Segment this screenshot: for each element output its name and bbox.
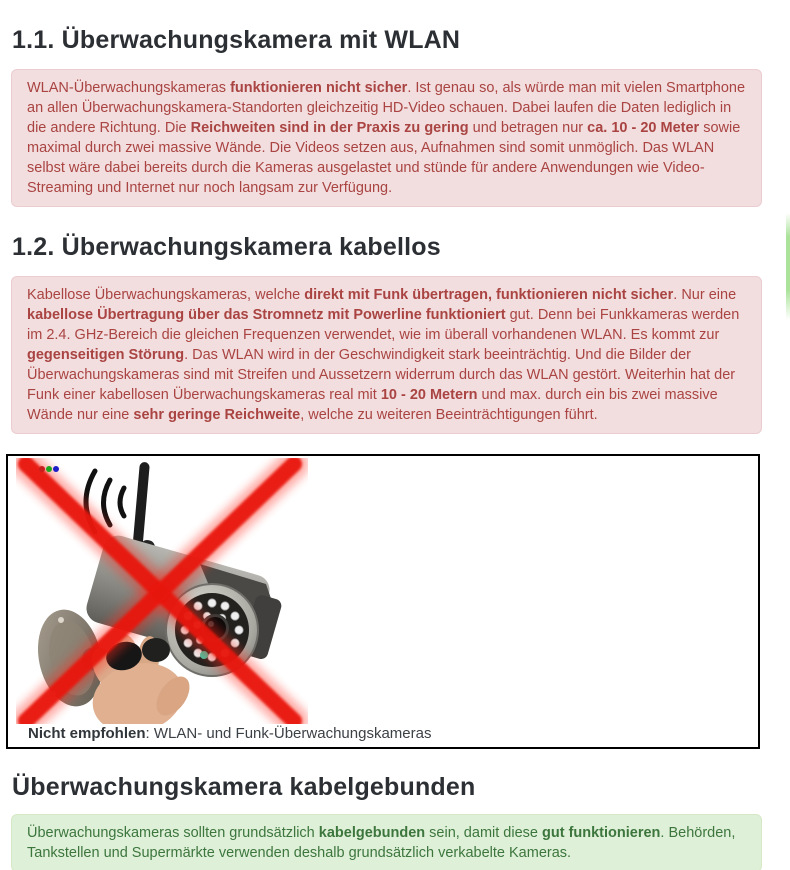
alert-text-line: selbst wäre dabei bereits durch die Kameras ausgelastet und stünde für andere Anwendungen wie Video- [27, 159, 705, 176]
scrollbar-thumb[interactable] [786, 213, 790, 320]
figure-caption-rest: : WLAN- und Funk-Überwachungskameras [145, 724, 432, 742]
alert-text-line: gegenseitigen Störung. Das WLAN wird in der Geschwindigkeit stark beeinträchtig. Und die Bilder der [27, 346, 692, 363]
alert-text-line: im 2.4. GHz-Bereich die gleichen Frequenzen verwendet, wie im überall vorhandenen WLAN. Es kommt zur [27, 326, 720, 343]
rgb-dots-icon [39, 466, 59, 472]
wlan-camera-crossed-image [16, 458, 308, 724]
alert-text-line: WLAN-Überwachungskameras funktionieren nicht sicher. Ist genau so, als würde man mit vielen Smartphone [27, 79, 746, 96]
section-heading-kabellos: 1.2. Überwachungskamera kabellos [12, 232, 441, 261]
section-heading-wlan: 1.1. Überwachungskamera mit WLAN [12, 26, 461, 54]
alert-text-line: die andere Richtung. Die Reichweiten sind in der Praxis zu gering und betragen nur ca. 10 - 20 Meter sowie [27, 119, 741, 136]
figure-caption-bold: Nicht empfohlen [28, 724, 146, 742]
alert-text-line: Streaming und Internet nur noch langsam zur Verfügung. [27, 179, 393, 196]
camera-photo [16, 458, 308, 724]
alert-text-line: Überwachungskameras sind mit Streifen und Aussetzern widerrum durch das WLAN gestört. Weiterhin hat der [27, 366, 736, 383]
alert-danger-funk [11, 276, 762, 434]
not-recommended-figure [6, 454, 760, 749]
alert-text-line: Kabellose Überwachungskameras, welche direkt mit Funk übertragen, funktionieren nicht sicher. Nur eine [27, 286, 737, 303]
alert-danger-wlan [11, 69, 762, 207]
alert-text-line: Tankstellen und Supermärkte verwenden deshalb grundsätzlich verkabelte Kameras. [27, 845, 572, 862]
section-heading-kabelgebunden: Überwachungskamera kabelgebunden [12, 772, 476, 801]
figure-caption [28, 724, 758, 743]
alert-text-line: Wände nur eine sehr geringe Reichweite, welche zu weiteren Beeinträchtigungen führt. [27, 406, 598, 423]
alert-text-line: Funk einer kabellosen Überwachungskameras real mit 10 - 20 Metern und max. durch ein bis zwei massive [27, 386, 718, 403]
alert-success-kabelgebunden [11, 814, 762, 870]
alert-text-line: Überwachungskameras sollten grundsätzlich kabelgebunden sein, damit diese gut funktionieren. Behörden, [27, 825, 736, 842]
alert-text-line: an allen Überwachungskamera-Standorten gleichzeitig HD-Video schauen. Dabei laufen die Daten lediglich in [27, 99, 732, 116]
alert-text-line: kabellose Übertragung über das Stromnetz mit Powerline funktioniert gut. Denn bei Funkkameras werden [27, 306, 740, 323]
alert-text-line: maximal durch zwei massive Wände. Die Videos setzen aus, Aufnahmen sind somit unmöglich. Das WLAN [27, 139, 715, 156]
